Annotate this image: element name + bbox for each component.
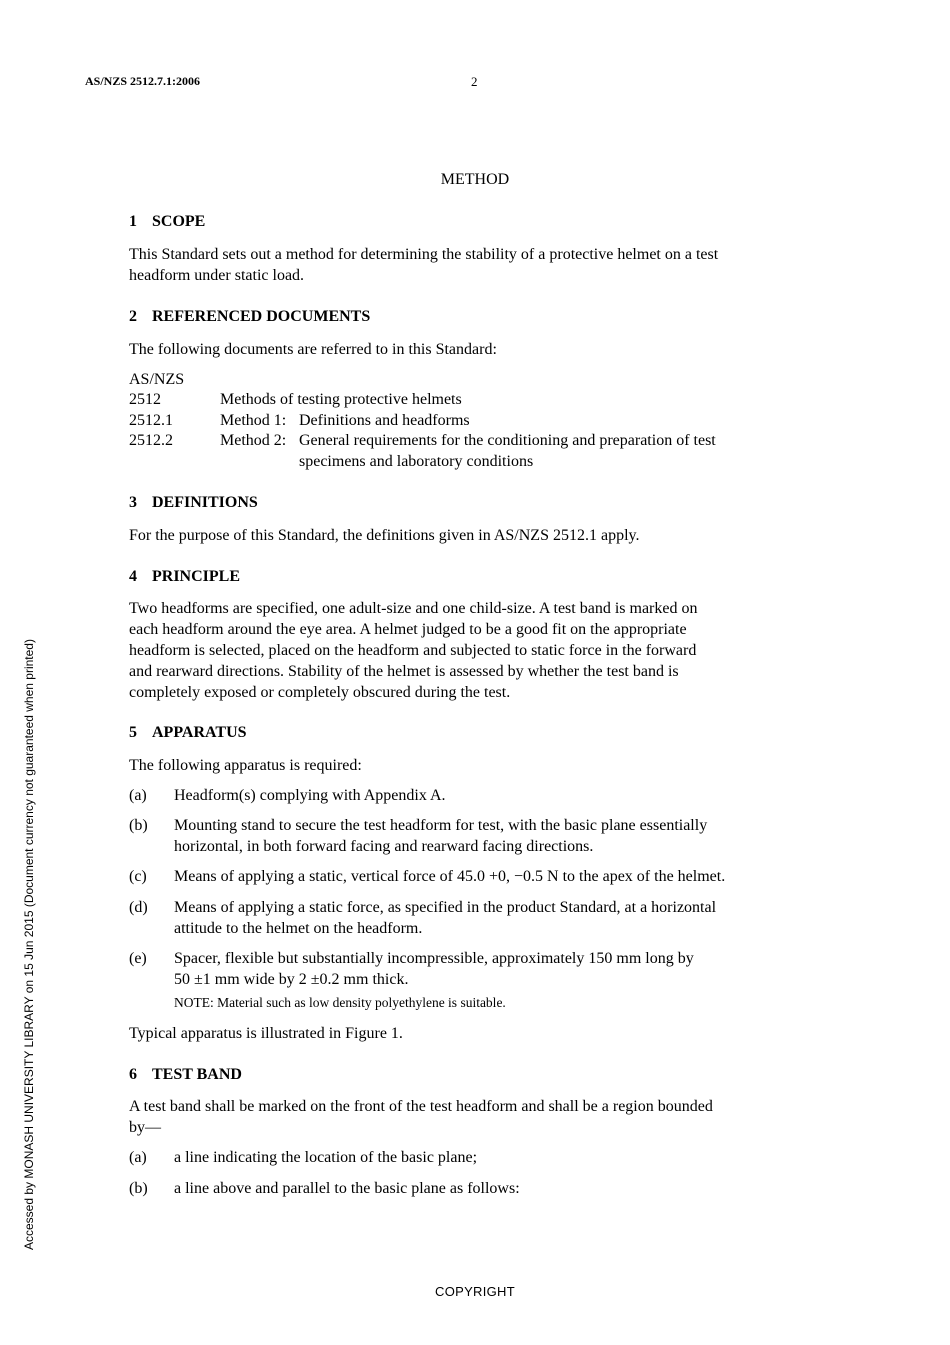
list-item-text: Spacer, flexible but substantially incompressible, approximately 150 mm long by 50 ±1 mm wide by 2 ±0.2 mm thick. (174, 950, 694, 988)
referenced-intro: The following documents are referred to in this Standard: (129, 341, 497, 358)
list-item-text: Mounting stand to secure the test headform for test, with the basic plane essentially horizontal, in both forward facing and rearward facing directions. (174, 817, 708, 855)
list-item-text: a line indicating the location of the basic plane; (174, 1149, 478, 1166)
list-item-text: Headform(s) complying with Appendix A. (174, 787, 446, 804)
copyright-footer: COPYRIGHT (435, 1284, 515, 1299)
doc-title: Definitions and headforms (299, 412, 470, 429)
section-heading-referenced-documents: 2 REFERENCED DOCUMENTS (129, 308, 371, 325)
definitions-text: For the purpose of this Standard, the definitions given in AS/NZS 2512.1 apply. (129, 527, 640, 544)
list-item-label: (a) (129, 1149, 147, 1166)
standards-group-label: AS/NZS (129, 371, 185, 388)
list-item-text: a line above and parallel to the basic plane as follows: (174, 1180, 520, 1197)
apparatus-closing: Typical apparatus is illustrated in Figure 1. (129, 1025, 403, 1042)
list-item-label: (b) (129, 817, 148, 834)
method-title: METHOD (440, 171, 510, 188)
page-number: 2 (471, 74, 478, 89)
list-item-label: (c) (129, 868, 147, 885)
section-heading-apparatus: 5 APPARATUS (129, 724, 247, 741)
list-item-label: (e) (129, 950, 147, 967)
section-heading-principle: 4 PRINCIPLE (129, 568, 241, 585)
list-item-label: (b) (129, 1180, 148, 1197)
list-item-label: (a) (129, 787, 147, 804)
access-watermark-note: Accessed by MONASH UNIVERSITY LIBRARY on 15 Jun 2015 (Document currency not guaranteed when printed) (22, 639, 36, 1250)
doc-title: General requirements for the conditioning and preparation of test specimens and laboratory conditions (299, 432, 716, 470)
doc-title: Methods of testing protective helmets (220, 391, 462, 408)
section-heading-definitions: 3 DEFINITIONS (129, 494, 258, 511)
section-heading-test-band: 6 TEST BAND (129, 1066, 242, 1083)
list-item-text: Means of applying a static, vertical force of 45.0 +0, −0.5 N to the apex of the helmet. (174, 868, 726, 885)
section-heading-scope: 1 SCOPE (129, 213, 206, 230)
principle-text: Two headforms are specified, one adult-size and one child-size. A test band is marked on each headform around the eye area. A helmet judged to be a good fit on the appropriate headform is selected, placed on the headform and subjected to static force in the forward and rearward directions. Stability of the helmet is assessed by whether the test band is completely exposed or completely obscured during the test. (129, 600, 698, 701)
doc-code: 2512 (129, 391, 161, 408)
doc-method-label: Method 1: (220, 412, 287, 429)
apparatus-intro: The following apparatus is required: (129, 757, 362, 774)
doc-code: 2512.1 (129, 412, 173, 429)
doc-method-label: Method 2: (220, 432, 287, 449)
test-band-text: A test band shall be marked on the front of the test headform and shall be a region bounded by— (129, 1098, 713, 1136)
list-item-label: (d) (129, 899, 148, 916)
list-item-text: Means of applying a static force, as specified in the product Standard, at a horizontal attitude to the helmet on the headform. (174, 899, 717, 937)
apparatus-note: NOTE: Material such as low density polyethylene is suitable. (174, 995, 506, 1010)
document-id-header: AS/NZS 2512.7.1:2006 (85, 74, 201, 88)
doc-code: 2512.2 (129, 432, 173, 449)
scope-text: This Standard sets out a method for determining the stability of a protective helmet on a test headform under static load. (129, 246, 719, 284)
